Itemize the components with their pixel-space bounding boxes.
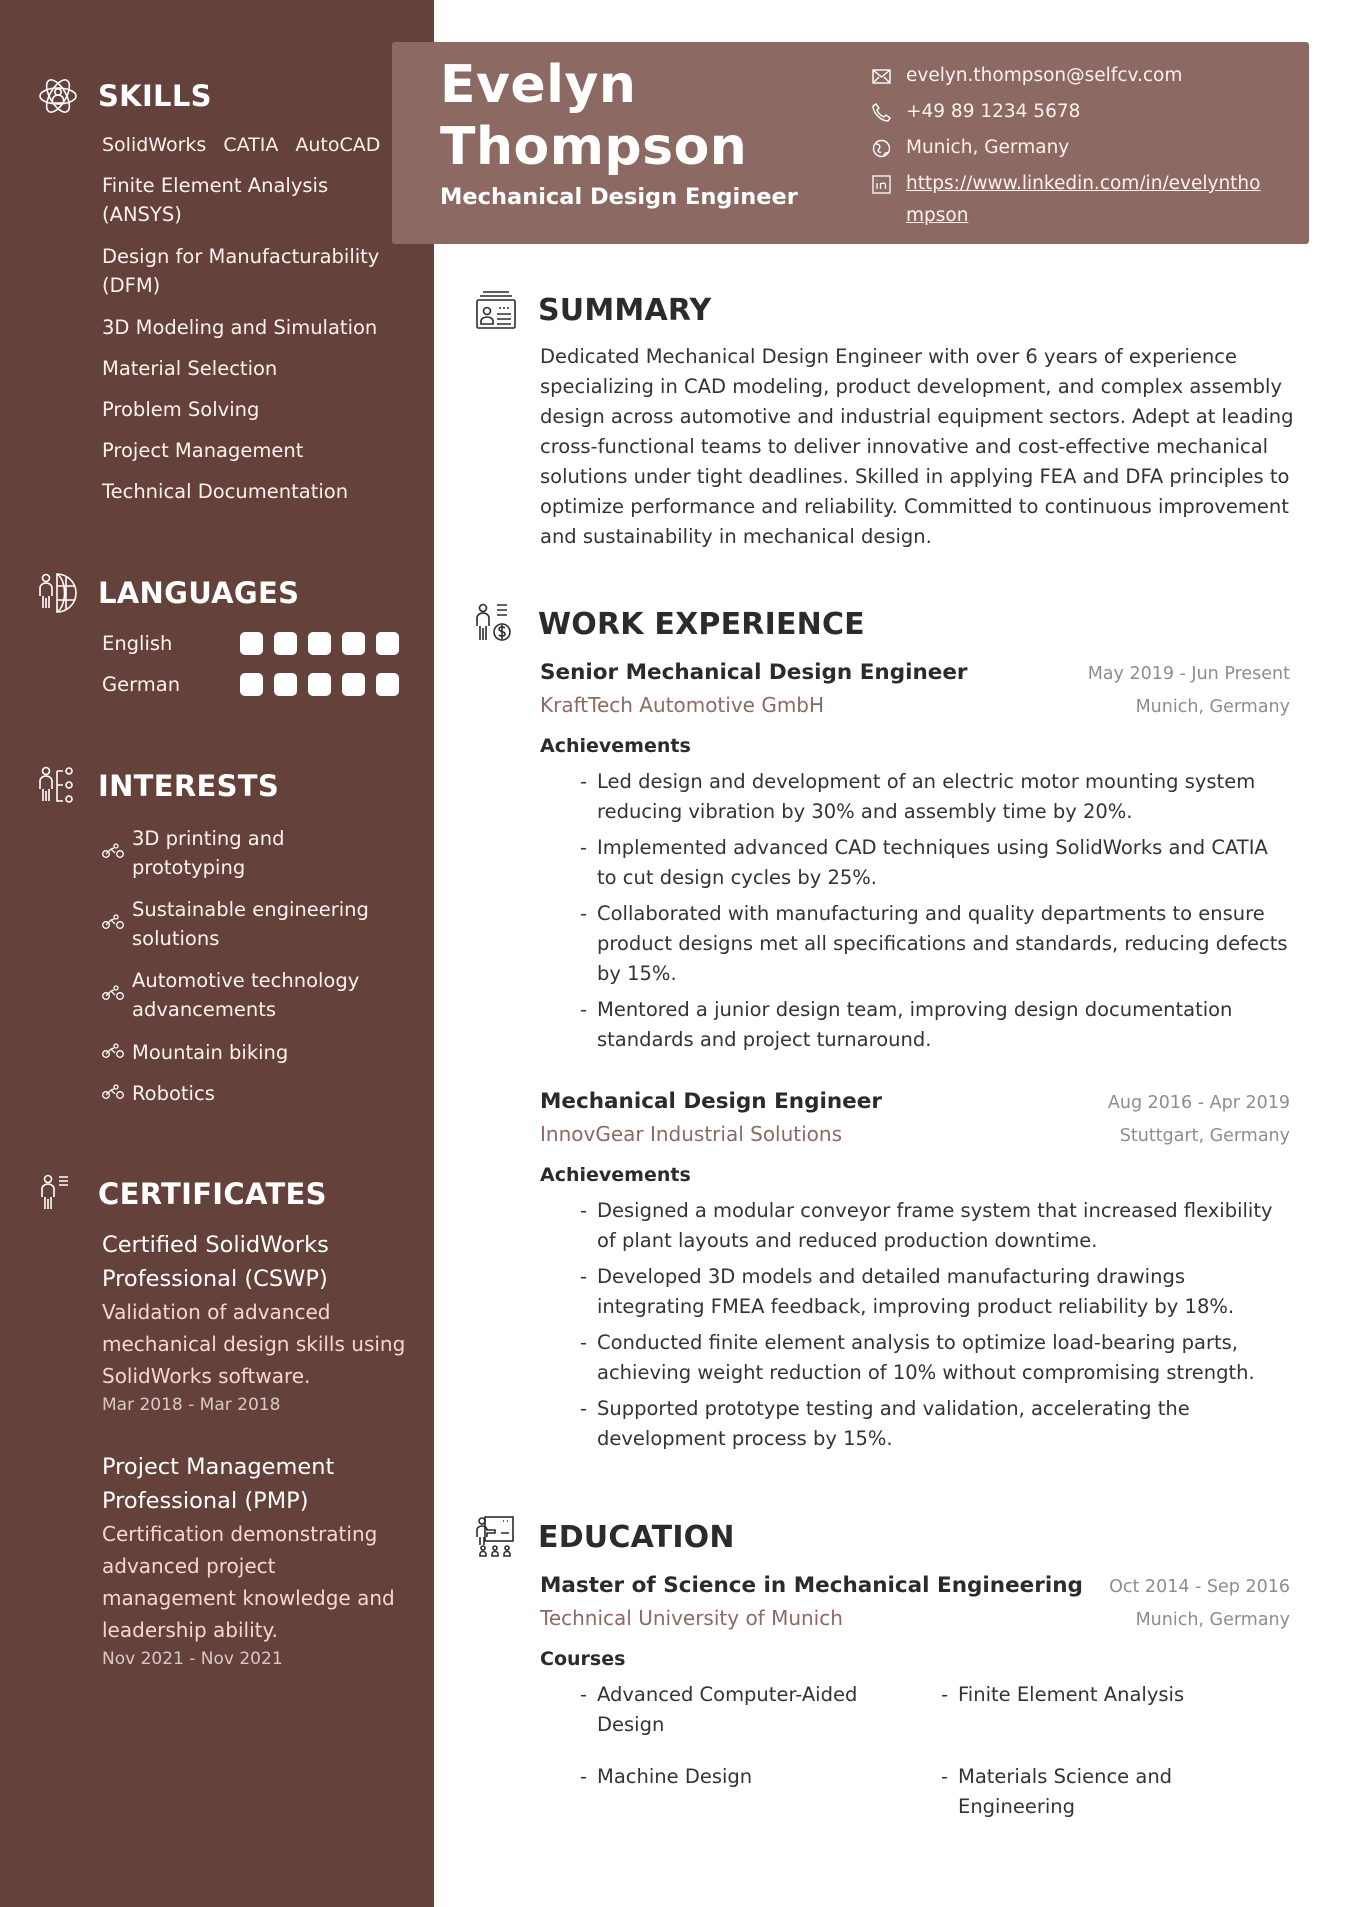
course-item: - Advanced Computer-Aided Design <box>580 1683 858 1736</box>
achievement-item: - Designed a modular conveyor frame system that increased flexibility of plant layouts and reduced production downtime. <box>580 1199 1273 1252</box>
interests-person-options-icon <box>36 764 80 808</box>
interest-item: Mountain biking <box>102 1038 422 1067</box>
job-dates: Aug 2016 - Apr 2019 <box>1107 1093 1290 1113</box>
contact-location <box>872 132 1282 168</box>
contact-email <box>872 60 1282 96</box>
achievement-item: - Conducted finite element analysis to optimize load-bearing parts, achieving weight reduction of 10% without compromising strength. <box>580 1331 1255 1384</box>
summary-title: SUMMARY <box>538 292 712 328</box>
skills-atom-person-icon <box>36 74 80 118</box>
certificates-title: CERTIFICATES <box>98 1177 327 1211</box>
achievement-item: - Developed 3D models and detailed manufacturing drawings integrating FMEA feedback, improving product reliability by 18%. <box>580 1265 1235 1318</box>
cyclist-icon <box>102 1043 124 1063</box>
skill-item: Finite Element Analysis (ANSYS) <box>102 174 329 226</box>
job-dates: May 2019 - Jun Present <box>1087 664 1290 684</box>
certificate-title: Project Management Professional (PMP) <box>102 1454 335 1514</box>
interests-title: INTERESTS <box>98 769 280 803</box>
teacher-classroom-icon <box>474 1515 518 1559</box>
job-role: Mechanical Design Engineer <box>440 184 798 210</box>
interest-item: Automotive technology advancements <box>102 966 422 1024</box>
skill-item: CATIA <box>223 134 279 156</box>
language-name: German <box>102 673 181 696</box>
person-salary-icon <box>474 602 518 646</box>
certificates-heading <box>36 1172 327 1216</box>
cyclist-icon <box>102 985 124 1005</box>
email-text[interactable]: evelyn.thompson@selfcv.com <box>906 65 1183 86</box>
achievements-list <box>540 767 1290 1055</box>
contact-phone <box>872 96 1282 132</box>
certificate-date: Mar 2018 - Mar 2018 <box>102 1395 281 1415</box>
course-item: - Materials Science and Engineering <box>941 1765 1173 1818</box>
interests-heading <box>36 764 279 808</box>
certificate-date: Nov 2021 - Nov 2021 <box>102 1649 283 1669</box>
interest-item: Robotics <box>102 1079 422 1108</box>
interest-item: Sustainable engineering solutions <box>102 895 422 953</box>
header-banner <box>392 42 1309 244</box>
education-location: Munich, Germany <box>1135 1610 1290 1630</box>
cyclist-icon <box>102 843 124 863</box>
job-entry <box>540 1089 1290 1460</box>
company-name: KraftTech Automotive GmbH <box>540 693 825 717</box>
language-level-dots <box>240 673 399 696</box>
languages-person-globe-icon <box>36 571 80 615</box>
work-experience-title: WORK EXPERIENCE <box>538 606 865 642</box>
skill-item: Technical Documentation <box>102 480 349 503</box>
job-title: Mechanical Design Engineer <box>540 1089 882 1114</box>
language-name: English <box>102 632 173 655</box>
phone-icon <box>872 96 894 128</box>
job-entry <box>540 660 1290 1061</box>
company-name: InnovGear Industrial Solutions <box>540 1122 843 1146</box>
skill-item: AutoCAD <box>295 134 381 156</box>
first-name: Evelyn <box>440 55 637 115</box>
certificate-title: Certified SolidWorks Professional (CSWP) <box>102 1232 329 1292</box>
achievement-item: - Mentored a junior design team, improving design documentation standards and project turnaround. <box>580 998 1233 1051</box>
job-location: Munich, Germany <box>1135 697 1290 717</box>
certificate-item <box>102 1450 414 1672</box>
degree-title: Master of Science in Mechanical Engineering <box>540 1573 1083 1598</box>
name-block <box>440 54 798 210</box>
achievement-item: - Led design and development of an electric motor mounting system reducing vibration by 30% and assembly time by 20%. <box>580 770 1256 823</box>
certificate-item <box>102 1228 414 1418</box>
summary-text: Dedicated Mechanical Design Engineer with over 6 years of experience specializing in CAD modeling, product development, and complex assembly design across automotive and industrial equipment sectors. Adept at leading cross-functional teams to deliver innovative and cost-effective mechanical solutions under tight deadlines. Skilled in applying FEA and DFA principles to optimize performance and reliability. Committed to continuous improvement and sustainability in mechanical design. <box>540 345 1294 548</box>
skill-item: Design for Manufacturability (DFM) <box>102 245 380 297</box>
skill-item: Project Management <box>102 439 304 462</box>
course-item: - Machine Design <box>580 1765 753 1788</box>
language-level-dots <box>240 632 399 655</box>
education-heading <box>474 1515 735 1559</box>
skill-item: Problem Solving <box>102 398 260 421</box>
skills-title: SKILLS <box>98 79 212 113</box>
phone-text[interactable]: +49 89 1234 5678 <box>906 101 1081 122</box>
linkedin-icon <box>872 168 894 200</box>
certificate-description: Validation of advanced mechanical design skills using SolidWorks software. <box>102 1300 406 1388</box>
education-entry <box>540 1573 1290 1822</box>
languages-heading <box>36 571 299 615</box>
language-row-english <box>102 632 402 655</box>
education-dates: Oct 2014 - Sep 2016 <box>1109 1577 1290 1597</box>
location-text: Munich, Germany <box>906 137 1070 158</box>
cyclist-icon <box>102 1084 124 1104</box>
certificate-description: Certification demonstrating advanced project management knowledge and leadership ability. <box>102 1522 395 1642</box>
certificates-person-list-icon <box>36 1172 80 1216</box>
achievement-item: - Implemented advanced CAD techniques using SolidWorks and CATIA to cut design cycles by 25%. <box>580 836 1268 889</box>
education-title: EDUCATION <box>538 1519 735 1555</box>
skills-inline-row <box>102 131 380 160</box>
sidebar <box>0 0 434 1907</box>
language-row-german <box>102 673 402 696</box>
envelope-icon <box>872 60 894 92</box>
courses-list <box>540 1680 1290 1822</box>
courses-label: Courses <box>540 1648 626 1670</box>
achievements-label: Achievements <box>540 735 691 757</box>
id-card-icon <box>474 288 518 332</box>
contact-list <box>872 60 1282 240</box>
skills-heading <box>36 74 212 118</box>
skill-item: Material Selection <box>102 357 278 380</box>
achievement-item: - Collaborated with manufacturing and quality departments to ensure product designs met all specifications and standards, reducing defects by 15%. <box>580 902 1288 985</box>
job-location: Stuttgart, Germany <box>1119 1126 1290 1146</box>
languages-title: LANGUAGES <box>98 576 300 610</box>
contact-linkedin <box>872 168 1282 240</box>
course-item: - Finite Element Analysis <box>941 1683 1185 1706</box>
interest-item: 3D printing and prototyping <box>102 824 422 882</box>
achievement-item: - Supported prototype testing and validation, accelerating the development process by 15%. <box>580 1397 1190 1450</box>
linkedin-link[interactable]: https://www.linkedin.com/in/evelyntho mpson <box>906 173 1261 226</box>
cyclist-icon <box>102 914 124 934</box>
work-experience-heading <box>474 602 865 646</box>
skill-item: SolidWorks <box>102 134 207 156</box>
achievements-list <box>540 1196 1290 1454</box>
summary-heading <box>474 288 711 332</box>
last-name: Thompson <box>440 117 748 177</box>
school-name: Technical University of Munich <box>540 1606 843 1630</box>
globe-location-icon <box>872 132 894 164</box>
job-title: Senior Mechanical Design Engineer <box>540 660 968 685</box>
achievements-label: Achievements <box>540 1164 691 1186</box>
skill-item: 3D Modeling and Simulation <box>102 316 378 339</box>
